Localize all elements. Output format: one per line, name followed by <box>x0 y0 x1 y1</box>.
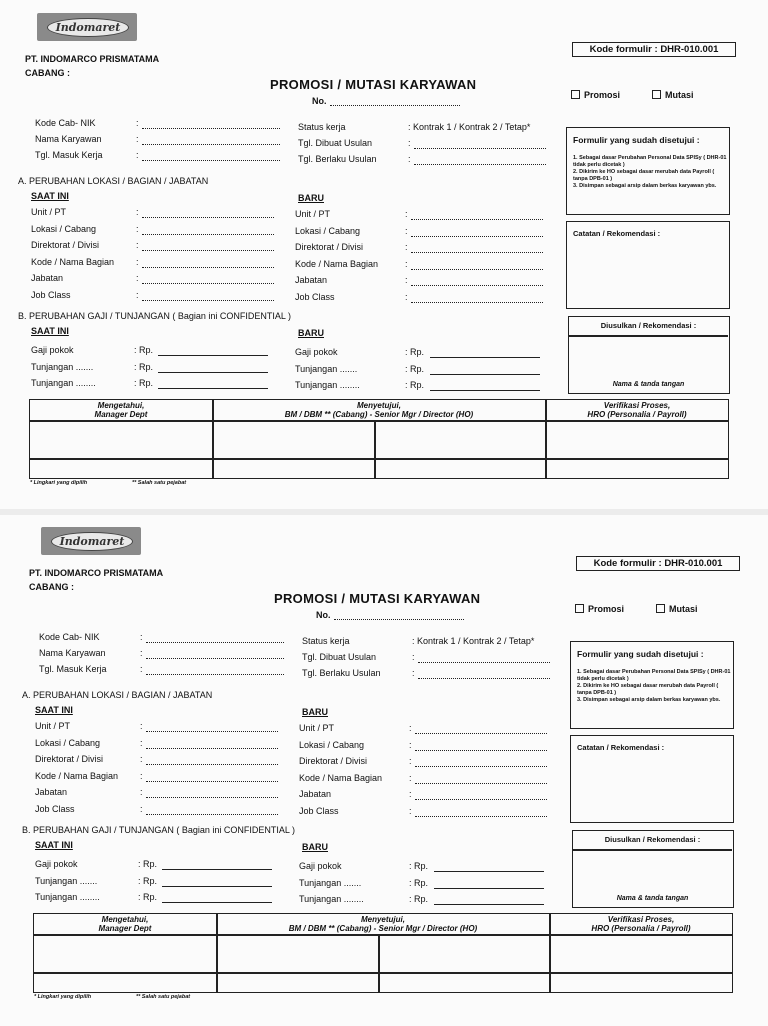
colon: : <box>408 138 411 148</box>
colon: : <box>405 258 408 269</box>
divider <box>30 420 728 422</box>
field-label: Lokasi / Cabang <box>31 223 97 234</box>
colon: : <box>140 803 143 814</box>
field-label: Status kerja <box>298 122 346 132</box>
field-label: Tunjangan ....... <box>295 363 358 374</box>
option-mutasi[interactable]: Mutasi <box>656 604 698 614</box>
menyetujui-header: Menyetujui, BM / DBM ** (Cabang) - Senior Mgr / Director (HO) <box>284 401 474 419</box>
approved-title: Formulir yang sudah disetujui : <box>573 135 700 145</box>
no-label: No. <box>312 96 327 106</box>
field-label: Jabatan <box>31 273 64 283</box>
saat-ini-field[interactable] <box>146 730 278 732</box>
colon: : <box>136 240 139 250</box>
option-mutasi[interactable]: Mutasi <box>652 90 694 100</box>
approved-box <box>570 641 734 729</box>
colon: : <box>136 150 139 160</box>
verifikasi-header: Verifikasi Proses, HRO (Personalia / Payroll) <box>591 915 691 933</box>
rp-label: : Rp. <box>138 859 158 869</box>
baru-heading: BARU <box>302 842 328 852</box>
approved-item: 1. Sebagai dasar Perubahan Personal Data SPISy ( DHR-01 tidak perlu dicetak ) <box>577 669 731 682</box>
baru-field[interactable] <box>411 235 543 237</box>
colon: : <box>405 225 408 236</box>
cabang-label: CABANG : <box>29 582 74 592</box>
colon: : <box>412 652 415 662</box>
saat-ini-amount-field[interactable] <box>162 901 272 903</box>
field-label: Job Class <box>35 803 75 814</box>
checkbox-icon[interactable] <box>656 604 665 613</box>
divider <box>34 934 732 936</box>
status-kerja-value[interactable]: : Kontrak 1 / Kontrak 2 / Tetap* <box>412 636 535 646</box>
baru-heading: BARU <box>302 707 328 717</box>
baru-field[interactable] <box>411 301 543 303</box>
colon: : <box>136 118 139 128</box>
saat-ini-field[interactable] <box>146 813 278 815</box>
baru-amount-field[interactable] <box>430 356 540 358</box>
field-label: Tgl. Berlaku Usulan <box>298 154 377 164</box>
baru-heading: BARU <box>298 328 324 338</box>
colon: : <box>140 648 143 658</box>
field-label: Unit / PT <box>31 207 67 217</box>
section-a-title: A. PERUBAHAN LOKASI / BAGIAN / JABATAN <box>18 176 209 186</box>
colon: : <box>136 289 139 300</box>
mengetahui-header: Mengetahui, Manager Dept <box>98 915 152 933</box>
saat-ini-heading: SAAT INI <box>35 705 73 715</box>
field-label: Tunjangan ........ <box>299 894 364 904</box>
nama-ttd-label: Nama & tanda tangan <box>616 895 689 902</box>
baru-amount-field[interactable] <box>434 887 544 889</box>
saat-ini-field[interactable] <box>146 763 278 765</box>
field-label: Tgl. Dibuat Usulan <box>302 652 377 662</box>
colon: : <box>140 721 143 731</box>
field-label: Gaji pokok <box>31 345 74 355</box>
field-label: Direktorat / Divisi <box>35 754 104 764</box>
section-b-title: B. PERUBAHAN GAJI / TUNJANGAN ( Bagian ini CONFIDENTIAL ) <box>18 311 292 321</box>
field-label: Lokasi / Cabang <box>295 225 361 236</box>
rp-label: : Rp. <box>134 378 154 388</box>
saat-ini-field[interactable] <box>142 282 274 284</box>
colon: : <box>409 723 412 733</box>
saat-ini-amount-field[interactable] <box>162 868 272 870</box>
rp-label: : Rp. <box>409 894 429 904</box>
field-label: Direktorat / Divisi <box>31 240 100 250</box>
tgl-berlaku-field[interactable] <box>414 163 546 165</box>
field-label: Tgl. Masuk Kerja <box>35 150 103 160</box>
baru-field[interactable] <box>415 749 547 751</box>
kode-cab-nik-field[interactable] <box>146 641 284 643</box>
footnote-1: * Lingkari yang dipilih <box>34 994 92 1000</box>
catatan-label: Catatan / Rekomendasi : <box>573 229 661 238</box>
field-label: Gaji pokok <box>295 347 338 357</box>
field-label: Kode / Nama Bagian <box>295 258 379 269</box>
checkbox-icon[interactable] <box>575 604 584 613</box>
colon: : <box>136 134 139 144</box>
baru-field[interactable] <box>415 765 547 767</box>
signature-table <box>29 399 729 479</box>
colon: : <box>136 256 139 267</box>
section-b-title: B. PERUBAHAN GAJI / TUNJANGAN ( Bagian ini CONFIDENTIAL ) <box>22 825 296 835</box>
baru-field[interactable] <box>415 732 547 734</box>
saat-ini-field[interactable] <box>146 747 278 749</box>
rp-label: : Rp. <box>138 875 158 886</box>
tgl-dibuat-field[interactable] <box>414 147 546 149</box>
colon: : <box>136 273 139 283</box>
baru-field[interactable] <box>411 251 543 253</box>
field-label: Kode / Nama Bagian <box>35 770 119 781</box>
colon: : <box>140 787 143 797</box>
colon: : <box>136 207 139 217</box>
diusulkan-box[interactable] <box>572 830 734 908</box>
field-label: Tunjangan ....... <box>31 361 94 372</box>
approved-item: 2. Dikirim ke HO sebagai dasar merubah data Payroll ( tanpa DPB-01 ) <box>573 169 715 182</box>
field-label: Job Class <box>299 805 339 816</box>
saat-ini-amount-field[interactable] <box>162 885 272 887</box>
rp-label: : Rp. <box>405 363 425 374</box>
field-label: Tunjangan ........ <box>295 380 360 390</box>
field-label: Jabatan <box>295 275 328 285</box>
colon: : <box>409 756 412 766</box>
option-promosi[interactable]: Promosi <box>575 604 624 614</box>
field-label: Direktorat / Divisi <box>295 242 364 252</box>
colon: : <box>405 291 408 302</box>
approved-title: Formulir yang sudah disetujui : <box>577 649 704 659</box>
saat-ini-field[interactable] <box>142 299 274 301</box>
diusulkan-box[interactable] <box>568 316 730 394</box>
field-label: Jabatan <box>299 789 332 799</box>
field-label: Tgl. Berlaku Usulan <box>302 668 381 678</box>
divider <box>378 934 380 992</box>
no-label: No. <box>316 610 331 620</box>
colon: : <box>405 209 408 219</box>
baru-field[interactable] <box>415 815 547 817</box>
baru-field[interactable] <box>415 798 547 800</box>
field-label: Kode / Nama Bagian <box>31 256 115 267</box>
company-name: PT. INDOMARCO PRISMATAMA <box>29 568 164 578</box>
diusulkan-label: Diusulkan / Rekomendasi : <box>604 835 701 844</box>
saat-ini-amount-field[interactable] <box>158 371 268 373</box>
tgl-masuk-field[interactable] <box>146 673 284 675</box>
no-field[interactable] <box>330 104 460 106</box>
colon: : <box>140 770 143 781</box>
nama-karyawan-field[interactable] <box>142 143 280 145</box>
nama-ttd-label: Nama & tanda tangan <box>612 381 685 388</box>
cabang-label: CABANG : <box>25 68 70 78</box>
approved-item: 3. Disimpan sebagai arsip dalam berkas karyawan ybs. <box>573 183 717 189</box>
catatan-label: Catatan / Rekomendasi : <box>577 743 665 752</box>
saat-ini-field[interactable] <box>142 249 274 251</box>
baru-field[interactable] <box>411 284 543 286</box>
footnote-2: ** Salah satu pejabat <box>136 994 191 1000</box>
colon: : <box>140 632 143 642</box>
field-label: Tunjangan ....... <box>35 875 98 886</box>
field-label: Unit / PT <box>299 723 335 733</box>
no-field[interactable] <box>334 618 464 620</box>
field-label: Job Class <box>31 289 71 300</box>
field-label: Nama Karyawan <box>35 134 102 144</box>
rp-label: : Rp. <box>405 347 425 357</box>
tgl-dibuat-field[interactable] <box>418 661 550 663</box>
divider <box>569 335 728 337</box>
baru-amount-field[interactable] <box>430 389 540 391</box>
field-label: Lokasi / Cabang <box>299 739 365 750</box>
nama-karyawan-field[interactable] <box>146 657 284 659</box>
footnote-1: * Lingkari yang dipilih <box>30 480 88 486</box>
indomaret-logo: Indomaret <box>41 527 141 555</box>
baru-field[interactable] <box>411 268 543 270</box>
colon: : <box>409 805 412 816</box>
divider <box>374 420 376 478</box>
kode-cab-nik-field[interactable] <box>142 127 280 129</box>
baru-amount-field[interactable] <box>430 373 540 375</box>
saat-ini-amount-field[interactable] <box>158 387 268 389</box>
colon: : <box>140 664 143 674</box>
tgl-masuk-field[interactable] <box>142 159 280 161</box>
field-label: Tunjangan ....... <box>299 877 362 888</box>
field-label: Jabatan <box>35 787 68 797</box>
saat-ini-field[interactable] <box>142 216 274 218</box>
colon: : <box>408 154 411 164</box>
form-title: PROMOSI / MUTASI KARYAWAN <box>270 77 477 92</box>
rp-label: : Rp. <box>138 892 158 902</box>
diusulkan-label: Diusulkan / Rekomendasi : <box>600 321 697 330</box>
saat-ini-heading: SAAT INI <box>35 840 73 850</box>
divider <box>30 458 728 460</box>
colon: : <box>140 737 143 748</box>
baru-heading: BARU <box>298 193 324 203</box>
form-top <box>0 0 768 512</box>
option-promosi[interactable]: Promosi <box>571 90 620 100</box>
rp-label: : Rp. <box>409 877 429 888</box>
saat-ini-field[interactable] <box>146 796 278 798</box>
colon: : <box>136 223 139 234</box>
kode-formulir-box: Kode formulir : DHR-010.001 <box>576 556 740 571</box>
catatan-box[interactable] <box>566 221 730 309</box>
saat-ini-heading: SAAT INI <box>31 191 69 201</box>
field-label: Kode / Nama Bagian <box>299 772 383 783</box>
colon: : <box>405 275 408 285</box>
field-label: Job Class <box>295 291 335 302</box>
approved-item: 2. Dikirim ke HO sebagai dasar merubah data Payroll ( tanpa DPB-01 ) <box>577 683 719 696</box>
field-label: Tunjangan ........ <box>35 892 100 902</box>
rp-label: : Rp. <box>405 380 425 390</box>
field-label: Direktorat / Divisi <box>299 756 368 766</box>
field-label: Gaji pokok <box>35 859 78 869</box>
checkbox-icon[interactable] <box>571 90 580 99</box>
approved-item: 3. Disimpan sebagai arsip dalam berkas karyawan ybs. <box>577 697 721 703</box>
tgl-berlaku-field[interactable] <box>418 677 550 679</box>
saat-ini-heading: SAAT INI <box>31 326 69 336</box>
baru-field[interactable] <box>411 218 543 220</box>
signature-table <box>33 913 733 993</box>
verifikasi-header: Verifikasi Proses, HRO (Personalia / Payroll) <box>587 401 687 419</box>
field-label: Tgl. Dibuat Usulan <box>298 138 373 148</box>
colon: : <box>412 668 415 678</box>
field-label: Gaji pokok <box>299 861 342 871</box>
baru-amount-field[interactable] <box>434 870 544 872</box>
form-bottom <box>4 514 768 1026</box>
form-title: PROMOSI / MUTASI KARYAWAN <box>274 591 481 606</box>
divider <box>573 849 732 851</box>
field-label: Nama Karyawan <box>39 648 106 658</box>
field-label: Lokasi / Cabang <box>35 737 101 748</box>
saat-ini-field[interactable] <box>142 266 274 268</box>
saat-ini-amount-field[interactable] <box>158 354 268 356</box>
colon: : <box>409 789 412 799</box>
field-label: Unit / PT <box>35 721 71 731</box>
mengetahui-header: Mengetahui, Manager Dept <box>94 401 148 419</box>
menyetujui-header: Menyetujui, BM / DBM ** (Cabang) - Senior Mgr / Director (HO) <box>288 915 478 933</box>
rp-label: : Rp. <box>409 861 429 871</box>
colon: : <box>140 754 143 764</box>
field-label: Kode Cab- NIK <box>35 118 96 128</box>
company-name: PT. INDOMARCO PRISMATAMA <box>25 54 160 64</box>
status-kerja-value[interactable]: : Kontrak 1 / Kontrak 2 / Tetap* <box>408 122 531 132</box>
colon: : <box>405 242 408 252</box>
colon: : <box>409 772 412 783</box>
rp-label: : Rp. <box>134 361 154 372</box>
rp-label: : Rp. <box>134 345 154 355</box>
saat-ini-field[interactable] <box>142 233 274 235</box>
footnote-2: ** Salah satu pejabat <box>132 480 187 486</box>
approved-item: 1. Sebagai dasar Perubahan Personal Data SPISy ( DHR-01 tidak perlu dicetak ) <box>573 155 727 168</box>
divider <box>34 972 732 974</box>
field-label: Status kerja <box>302 636 350 646</box>
baru-field[interactable] <box>415 782 547 784</box>
field-label: Tgl. Masuk Kerja <box>39 664 107 674</box>
colon: : <box>409 739 412 750</box>
field-label: Unit / PT <box>295 209 331 219</box>
indomaret-logo: Indomaret <box>37 13 137 41</box>
saat-ini-field[interactable] <box>146 780 278 782</box>
field-label: Kode Cab- NIK <box>39 632 100 642</box>
baru-amount-field[interactable] <box>434 903 544 905</box>
kode-formulir-box: Kode formulir : DHR-010.001 <box>572 42 736 57</box>
field-label: Tunjangan ........ <box>31 378 96 388</box>
catatan-box[interactable] <box>570 735 734 823</box>
checkbox-icon[interactable] <box>652 90 661 99</box>
approved-box <box>566 127 730 215</box>
section-a-title: A. PERUBAHAN LOKASI / BAGIAN / JABATAN <box>22 690 213 700</box>
